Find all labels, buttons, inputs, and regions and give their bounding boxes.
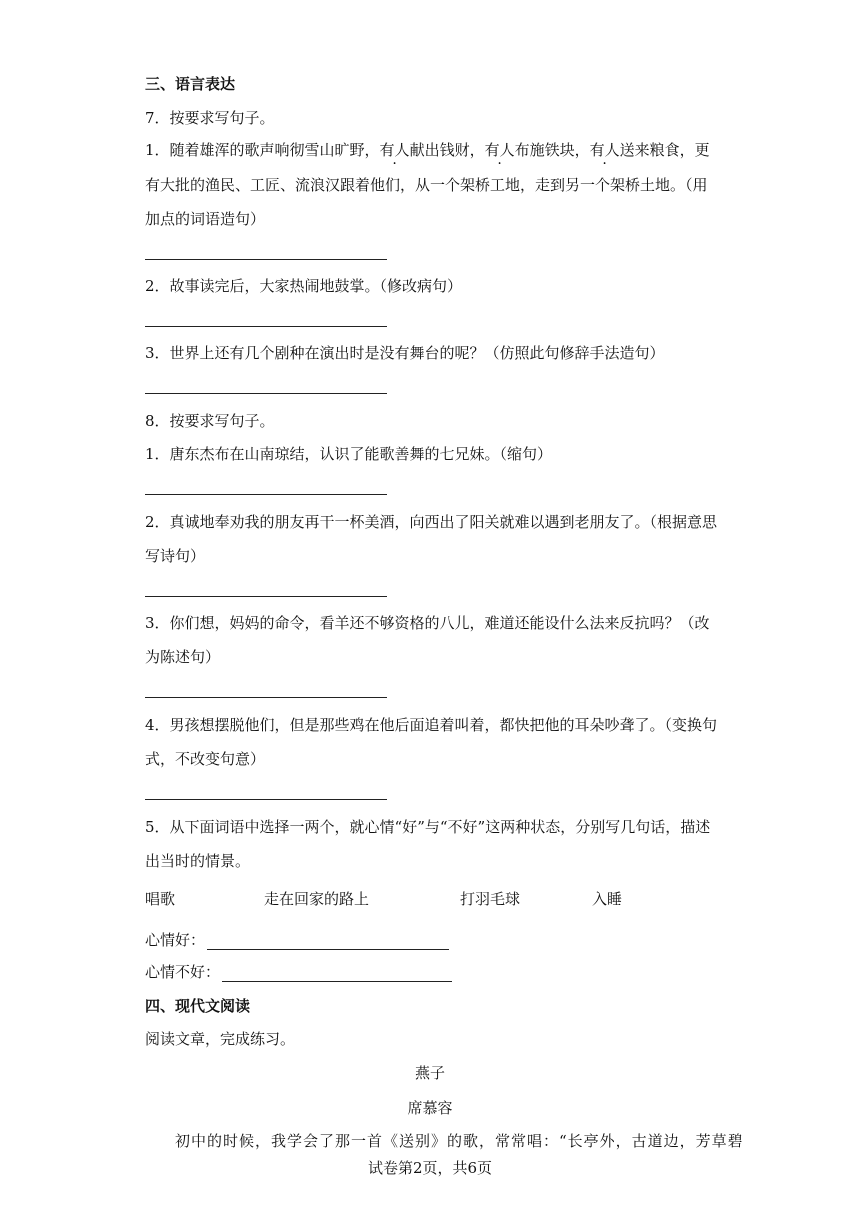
answer-line[interactable] — [145, 596, 387, 597]
answer-line[interactable] — [145, 259, 387, 260]
good-mood-label: 心情好： — [145, 931, 206, 949]
section-4-heading: 四、现代文阅读 — [145, 997, 251, 1015]
page-footer: 试卷第2页，共6页 — [367, 1159, 493, 1177]
article-title: 燕子 — [414, 1064, 445, 1082]
question-8-title: 8．按要求写句子。 — [145, 412, 275, 430]
q7-item3: 3．世界上还有几个剧种在演出时是没有舞台的呢？（仿照此句修辞手法造句） — [145, 344, 665, 362]
bad-mood-label: 心情不好： — [145, 963, 221, 981]
q8-item3-line2: 为陈述句） — [145, 648, 221, 666]
q8-item2-line1: 2．真诚地奉劝我的朋友再干一杯美酒，向西出了阳关就难以遇到老朋友了。（根据意思 — [145, 513, 718, 531]
bad-mood-row — [145, 962, 452, 982]
section-3-heading: 三、语言表达 — [145, 75, 236, 93]
word-option: 走在回家的路上 — [264, 890, 370, 908]
word-option: 入睡 — [592, 890, 623, 908]
q7-item1-line1: 1．随着雄浑的歌声响彻雪山旷野，有人献出钱财，有人布施铁块，有人送来粮食，更 — [145, 141, 710, 159]
dotted-word: 有人 — [589, 141, 620, 159]
dotted-word: 有人 — [484, 141, 515, 159]
bad-mood-answer-line[interactable] — [222, 965, 452, 982]
answer-line[interactable] — [145, 799, 387, 800]
q7-item2: 2．故事读完后，大家热闹地鼓掌。（修改病句） — [145, 277, 463, 295]
good-mood-row — [145, 930, 449, 950]
q8-item5-line1: 5．从下面词语中选择一两个，就心情“好”与“不好”这两种状态，分别写几句话，描述 — [145, 818, 711, 836]
q8-item5-line2: 出当时的情景。 — [145, 852, 251, 870]
good-mood-answer-line[interactable] — [207, 933, 449, 950]
q8-item1: 1．唐东杰布在山南琼结，认识了能歌善舞的七兄妹。（缩句） — [145, 445, 553, 463]
q8-item4-line2: 式，不改变句意） — [145, 750, 266, 768]
answer-line[interactable] — [145, 494, 387, 495]
dotted-word: 有人 — [379, 141, 410, 159]
q7-item1-line2: 有大批的渔民、工匠、流浪汉跟着他们，从一个架桥工地，走到另一个架桥土地。（用 — [145, 176, 708, 194]
word-option: 打羽毛球 — [460, 890, 521, 908]
answer-line[interactable] — [145, 393, 387, 394]
article-paragraph: 初中的时候，我学会了那一首《送别》的歌，常常唱：“长亭外，古道边，芳草碧 — [175, 1132, 744, 1150]
q8-item2-line2: 写诗句） — [145, 547, 206, 565]
answer-line[interactable] — [145, 326, 387, 327]
reading-instruction: 阅读文章，完成练习。 — [145, 1030, 296, 1048]
article-author: 席慕容 — [407, 1099, 453, 1117]
answer-line[interactable] — [145, 697, 387, 698]
word-option: 唱歌 — [145, 890, 176, 908]
q7-item1-line3: 加点的词语造句） — [145, 210, 266, 228]
q8-item3-line1: 3．你们想，妈妈的命令，看羊还不够资格的八儿，难道还能设什么法来反抗吗？（改 — [145, 614, 710, 632]
q8-item4-line1: 4．男孩想摆脱他们，但是那些鸡在他后面追着叫着，都快把他的耳朵吵聋了。（变换句 — [145, 716, 718, 734]
question-7-title: 7．按要求写句子。 — [145, 109, 275, 127]
